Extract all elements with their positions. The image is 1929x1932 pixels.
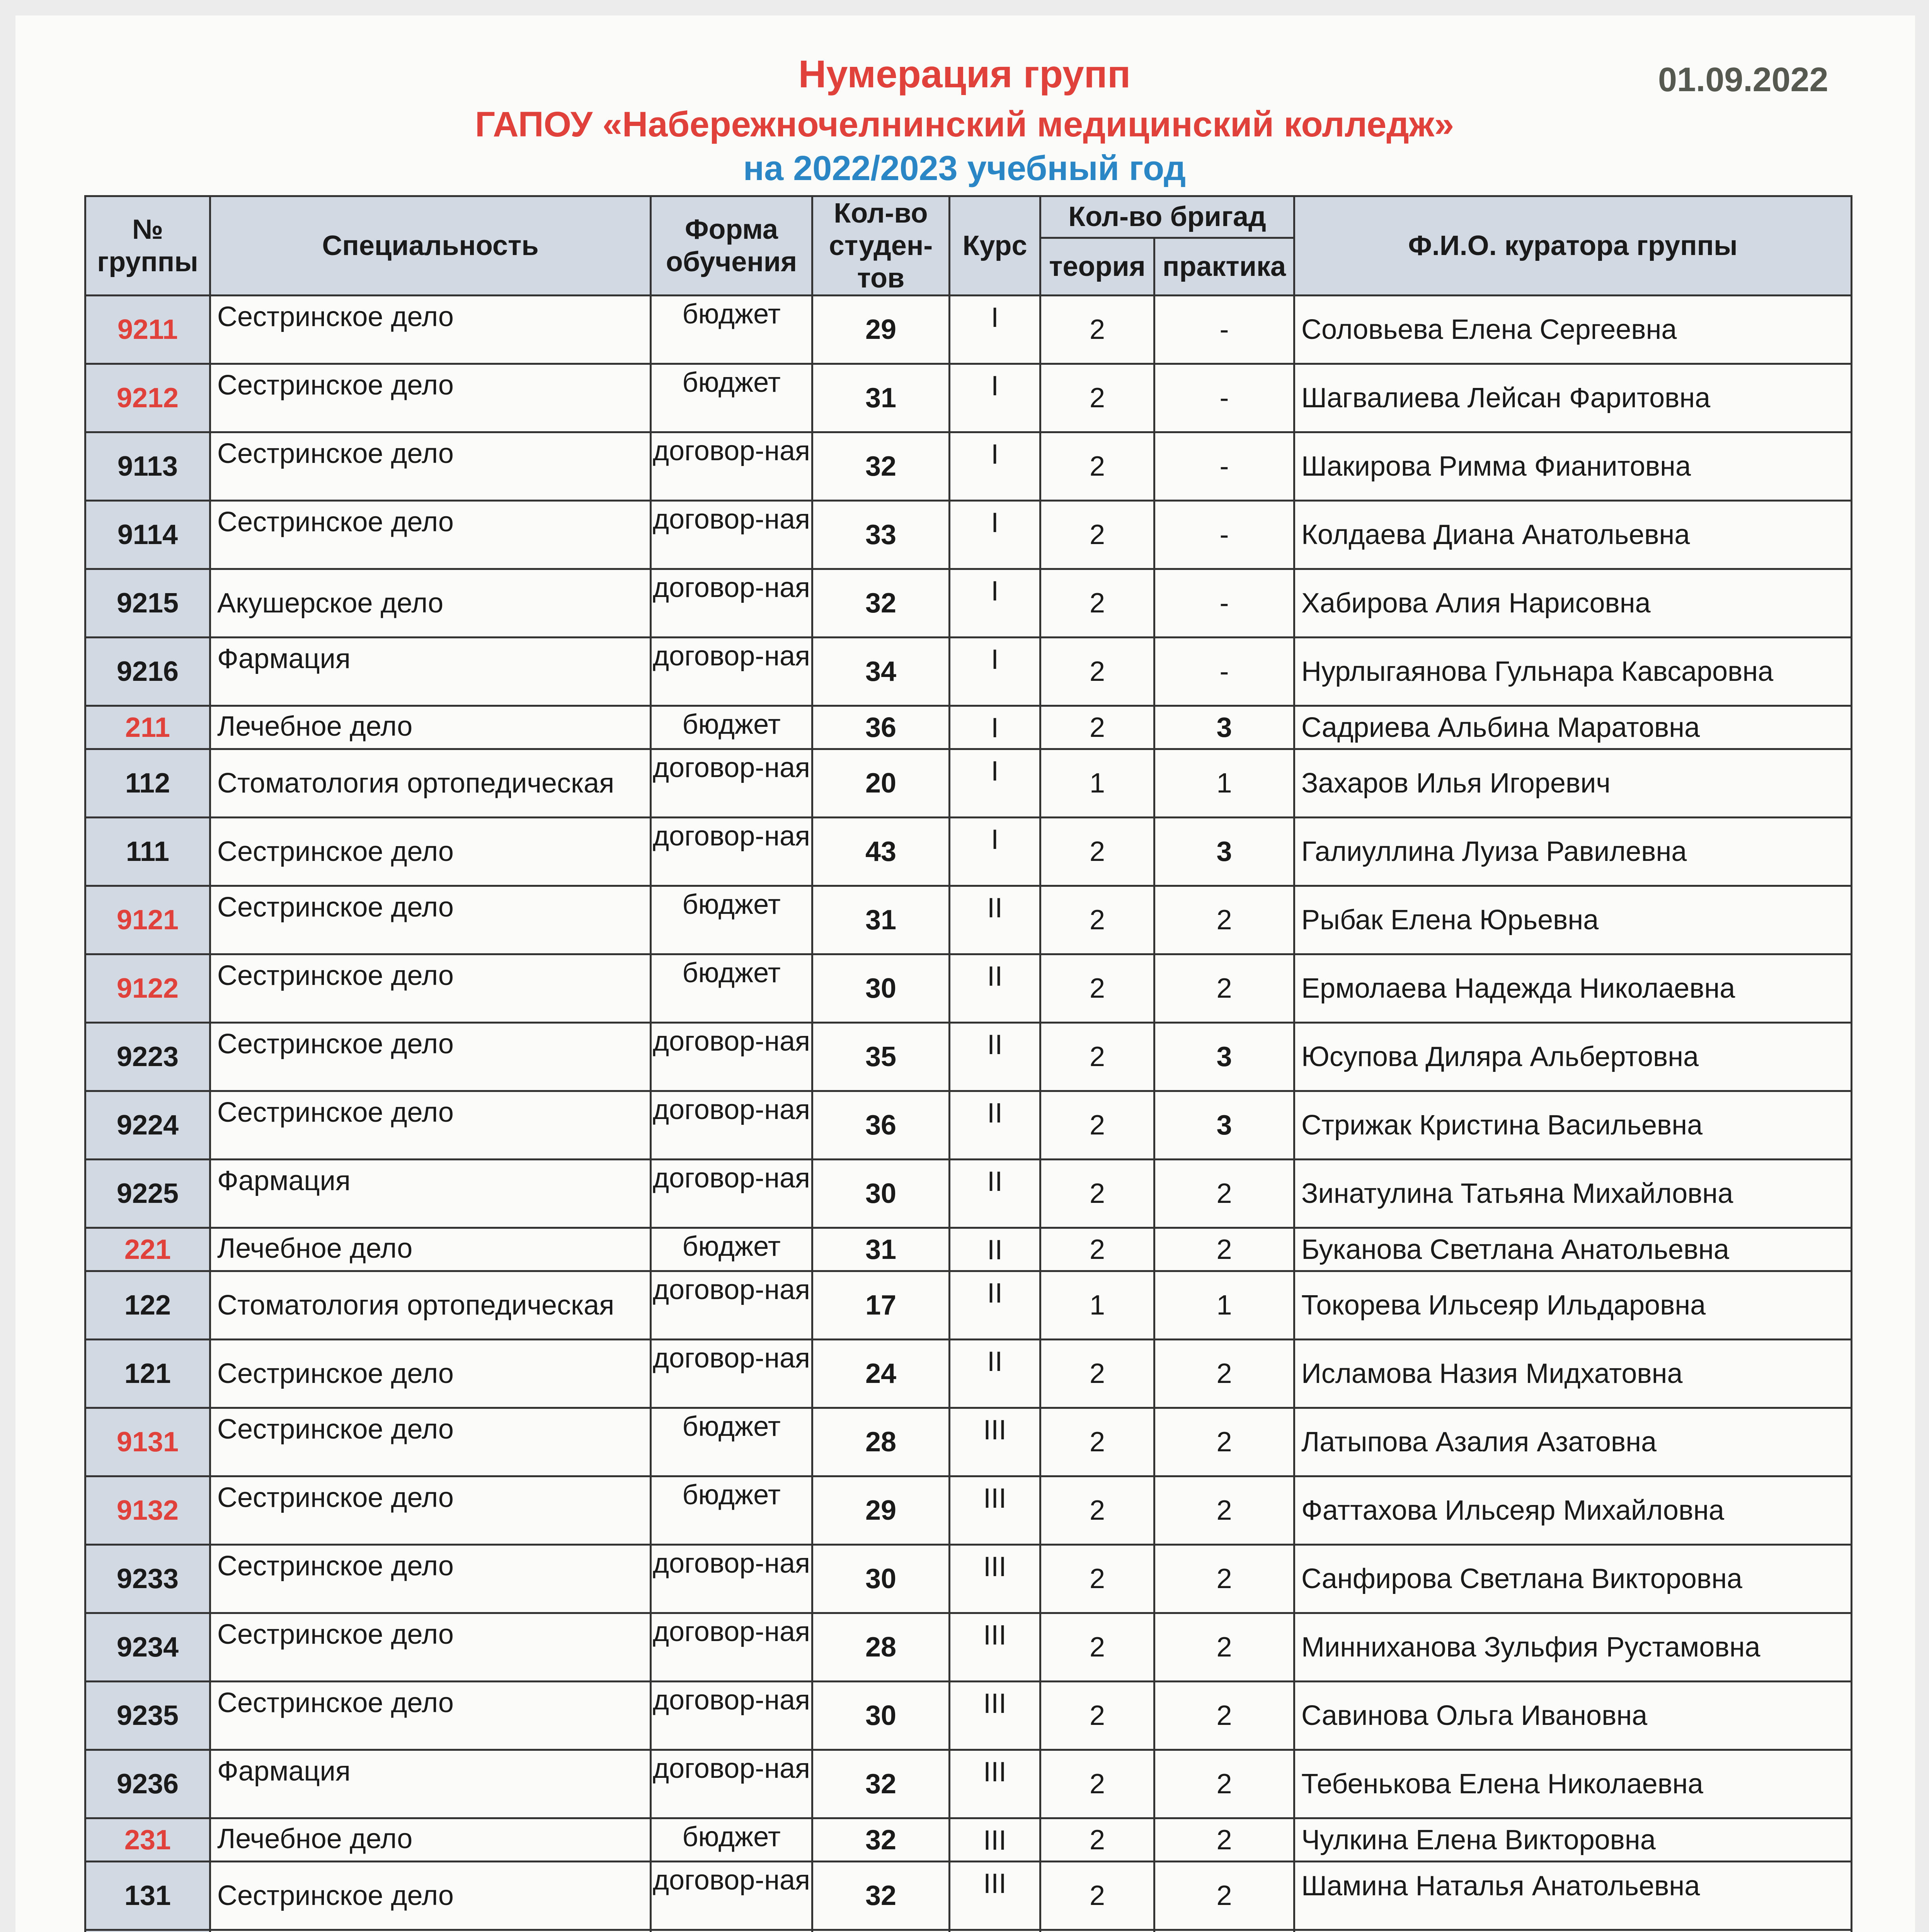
study-form: договор-ная	[651, 501, 812, 569]
practice-brigades: 2	[1154, 1160, 1294, 1228]
curator-name: Колдаева Диана Анатольевна	[1294, 501, 1852, 569]
specialty: Акушерское дело	[210, 569, 651, 638]
specialty: Фармация	[210, 638, 651, 706]
group-number: 9224	[85, 1091, 210, 1160]
course: II	[950, 1160, 1040, 1228]
group-number: 9234	[85, 1613, 210, 1682]
curator-name: Токорева Ильсеяр Ильдаровна	[1294, 1271, 1852, 1340]
study-form: договор-ная	[651, 1862, 812, 1930]
specialty: Сестринское дело	[210, 501, 651, 569]
curator-name: Захаров Илья Игоревич	[1294, 749, 1852, 818]
specialty: Лечебное дело	[210, 1818, 651, 1862]
specialty: Сестринское дело	[210, 886, 651, 954]
table-row	[85, 569, 1852, 638]
study-form: договор-ная	[651, 1271, 812, 1340]
group-number: 9113	[85, 432, 210, 501]
theory-brigades: 2	[1040, 1682, 1154, 1750]
study-form: бюджет	[651, 1818, 812, 1862]
group-number: 9236	[85, 1750, 210, 1818]
study-form: договор-ная	[651, 569, 812, 638]
course: II	[950, 886, 1040, 954]
theory-brigades: 2	[1040, 1228, 1154, 1271]
students-count: 31	[812, 886, 950, 954]
theory-brigades: 2	[1040, 364, 1154, 432]
header-theory: теория	[1040, 238, 1154, 295]
curator-name: Тебенькова Елена Николаевна	[1294, 1750, 1852, 1818]
theory-brigades: 2	[1040, 638, 1154, 706]
practice-brigades: 2	[1154, 1408, 1294, 1476]
curator-name: Соловьева Елена Сергеевна	[1294, 296, 1852, 364]
students-count: 36	[812, 1091, 950, 1160]
group-number: 211	[85, 706, 210, 749]
study-form: договор-ная	[651, 818, 812, 886]
group-number: 121	[85, 1340, 210, 1408]
curator-name: Исламова Назия Мидхатовна	[1294, 1340, 1852, 1408]
curator-name	[1294, 1930, 1852, 1932]
study-form: договор-ная	[651, 1682, 812, 1750]
table-row	[85, 1408, 1852, 1476]
study-form: бюджет	[651, 1228, 812, 1271]
specialty: Сестринское дело	[210, 1545, 651, 1613]
group-number: 9212	[85, 364, 210, 432]
practice-brigades: 1	[1154, 749, 1294, 818]
table-row	[85, 1091, 1852, 1160]
course: III	[950, 1818, 1040, 1862]
curator-name: Садриева Альбина Маратовна	[1294, 706, 1852, 749]
students-count: 24	[812, 1340, 950, 1408]
theory-brigades: 2	[1040, 886, 1154, 954]
course: II	[950, 1271, 1040, 1340]
group-number: 9121	[85, 886, 210, 954]
course	[950, 1930, 1040, 1932]
group-number: 9215	[85, 569, 210, 638]
table-row	[85, 1476, 1852, 1545]
curator-name: Минниханова Зульфия Рустамовна	[1294, 1613, 1852, 1682]
students-count: 30	[812, 1682, 950, 1750]
curator-name: Галиуллина Луиза Равилевна	[1294, 818, 1852, 886]
theory-brigades: 2	[1040, 501, 1154, 569]
students-count: 32	[812, 1862, 950, 1930]
students-count: 36	[812, 706, 950, 749]
specialty: Сестринское дело	[210, 1091, 651, 1160]
group-number: 9114	[85, 501, 210, 569]
study-form: договор-ная	[651, 1545, 812, 1613]
practice-brigades: 2	[1154, 1228, 1294, 1271]
course: II	[950, 1340, 1040, 1408]
table-header-row	[85, 196, 1852, 238]
study-form: бюджет	[651, 954, 812, 1023]
header-practice: практика	[1154, 238, 1294, 295]
table-row	[85, 1818, 1852, 1862]
students-count: 33	[812, 501, 950, 569]
study-form: договор-ная	[651, 1023, 812, 1091]
specialty: Сестринское дело	[210, 1862, 651, 1930]
table-row	[85, 818, 1852, 886]
students-count: 32	[812, 1818, 950, 1862]
theory-brigades: 2	[1040, 1160, 1154, 1228]
practice-brigades: 2	[1154, 1545, 1294, 1613]
study-form: договор-ная	[651, 1750, 812, 1818]
specialty: Сестринское дело	[210, 1476, 651, 1545]
curator-name: Рыбак Елена Юрьевна	[1294, 886, 1852, 954]
practice-brigades: -	[1154, 569, 1294, 638]
document-title: Нумерация групп	[798, 53, 1131, 96]
theory-brigades: 2	[1040, 1750, 1154, 1818]
table-row	[85, 1228, 1852, 1271]
specialty: Сестринское дело	[210, 954, 651, 1023]
course: I	[950, 706, 1040, 749]
practice-brigades: -	[1154, 364, 1294, 432]
table-row	[85, 954, 1852, 1023]
curator-name: Буканова Светлана Анатольевна	[1294, 1228, 1852, 1271]
group-number: 9235	[85, 1682, 210, 1750]
course: I	[950, 296, 1040, 364]
study-form: договор-ная	[651, 1091, 812, 1160]
students-count: 35	[812, 1023, 950, 1091]
table-row	[85, 501, 1852, 569]
practice-brigades: 2	[1154, 1818, 1294, 1862]
table-row	[85, 1930, 1852, 1932]
specialty: Лечебное дело	[210, 1228, 651, 1271]
specialty: Стоматология ортопедическая	[210, 749, 651, 818]
table-row	[85, 432, 1852, 501]
table-row	[85, 1271, 1852, 1340]
students-count: 29	[812, 1476, 950, 1545]
curator-name: Шамина Наталья Анатольевна	[1294, 1862, 1852, 1930]
group-number: 9216	[85, 638, 210, 706]
study-form: договор-ная	[651, 1340, 812, 1408]
specialty: Сестринское дело	[210, 1023, 651, 1091]
curator-name: Хабирова Алия Нарисовна	[1294, 569, 1852, 638]
specialty: Сестринское дело	[210, 818, 651, 886]
practice-brigades: 3	[1154, 1091, 1294, 1160]
course: II	[950, 954, 1040, 1023]
course: III	[950, 1750, 1040, 1818]
table-row	[85, 364, 1852, 432]
curator-name: Савинова Ольга Ивановна	[1294, 1682, 1852, 1750]
theory-brigades: 2	[1040, 1545, 1154, 1613]
table-row	[85, 1750, 1852, 1818]
table-row	[85, 706, 1852, 749]
table-row	[85, 1340, 1852, 1408]
theory-brigades: 2	[1040, 1476, 1154, 1545]
theory-brigades: 2	[1040, 1091, 1154, 1160]
table-row	[85, 1682, 1852, 1750]
specialty: Сестринское дело	[210, 364, 651, 432]
students-count: 20	[812, 749, 950, 818]
students-count: 31	[812, 1228, 950, 1271]
curator-name: Юсупова Диляра Альбертовна	[1294, 1023, 1852, 1091]
header-course: Курс	[950, 196, 1040, 296]
practice-brigades: 2	[1154, 1862, 1294, 1930]
group-number: 131	[85, 1862, 210, 1930]
students-count: 31	[812, 364, 950, 432]
header-group-number: № группы	[85, 196, 210, 296]
study-form: договор-ная	[651, 1613, 812, 1682]
practice-brigades: 2	[1154, 886, 1294, 954]
students-count: 30	[812, 954, 950, 1023]
group-number	[85, 1930, 210, 1932]
organization-name: ГАПОУ «Набережночелнинский медицинский колледж»	[475, 105, 1454, 144]
study-form: договор-ная	[651, 1160, 812, 1228]
table-row	[85, 1545, 1852, 1613]
practice-brigades: 2	[1154, 1682, 1294, 1750]
study-form: бюджет	[651, 296, 812, 364]
group-number: 9211	[85, 296, 210, 364]
document-date: 01.09.2022	[1658, 60, 1829, 99]
course: I	[950, 749, 1040, 818]
theory-brigades: 2	[1040, 1818, 1154, 1862]
course: I	[950, 569, 1040, 638]
practice-brigades: -	[1154, 432, 1294, 501]
curator-name: Чулкина Елена Викторовна	[1294, 1818, 1852, 1862]
course: III	[950, 1476, 1040, 1545]
course: III	[950, 1545, 1040, 1613]
table-row	[85, 296, 1852, 364]
practice-brigades: -	[1154, 638, 1294, 706]
group-number: 122	[85, 1271, 210, 1340]
header-curator: Ф.И.О. куратора группы	[1294, 196, 1852, 296]
table-row	[85, 886, 1852, 954]
specialty: Сестринское дело	[210, 296, 651, 364]
theory-brigades: 1	[1040, 1271, 1154, 1340]
specialty: Сестринское дело	[210, 1408, 651, 1476]
group-number: 9225	[85, 1160, 210, 1228]
group-number: 9132	[85, 1476, 210, 1545]
students-count: 32	[812, 1750, 950, 1818]
theory-brigades: 2	[1040, 1862, 1154, 1930]
theory-brigades: 2	[1040, 1023, 1154, 1091]
theory-brigades: 2	[1040, 1613, 1154, 1682]
specialty	[210, 1930, 651, 1932]
practice-brigades: 3	[1154, 706, 1294, 749]
theory-brigades: 2	[1040, 1340, 1154, 1408]
students-count	[812, 1930, 950, 1932]
course: I	[950, 818, 1040, 886]
specialty: Сестринское дело	[210, 1613, 651, 1682]
study-form: бюджет	[651, 1476, 812, 1545]
practice-brigades: 2	[1154, 954, 1294, 1023]
students-count: 28	[812, 1408, 950, 1476]
curator-name: Фаттахова Ильсеяр Михайловна	[1294, 1476, 1852, 1545]
theory-brigades: 2	[1040, 569, 1154, 638]
specialty: Стоматология ортопедическая	[210, 1271, 651, 1340]
theory-brigades: 2	[1040, 1408, 1154, 1476]
course: III	[950, 1862, 1040, 1930]
specialty: Сестринское дело	[210, 432, 651, 501]
table-body	[85, 296, 1852, 1932]
theory-brigades: 1	[1040, 749, 1154, 818]
students-count: 29	[812, 296, 950, 364]
table-row	[85, 1160, 1852, 1228]
group-number: 9122	[85, 954, 210, 1023]
curator-name: Шакирова Римма Фианитовна	[1294, 432, 1852, 501]
course: I	[950, 501, 1040, 569]
study-form: бюджет	[651, 364, 812, 432]
group-number: 112	[85, 749, 210, 818]
students-count: 30	[812, 1545, 950, 1613]
practice-brigades: 1	[1154, 1271, 1294, 1340]
practice-brigades: 2	[1154, 1750, 1294, 1818]
students-count: 32	[812, 432, 950, 501]
study-form: бюджет	[651, 886, 812, 954]
students-count: 34	[812, 638, 950, 706]
specialty: Фармация	[210, 1750, 651, 1818]
practice-brigades: -	[1154, 501, 1294, 569]
study-form: договор-ная	[651, 432, 812, 501]
group-number: 9131	[85, 1408, 210, 1476]
students-count: 30	[812, 1160, 950, 1228]
practice-brigades: 2	[1154, 1476, 1294, 1545]
group-number: 231	[85, 1818, 210, 1862]
curator-name: Зинатулина Татьяна Михайловна	[1294, 1160, 1852, 1228]
curator-name: Нурлыгаянова Гульнара Кавсаровна	[1294, 638, 1852, 706]
group-number: 9233	[85, 1545, 210, 1613]
header-specialty: Специальность	[210, 196, 651, 296]
table-row	[85, 1613, 1852, 1682]
header-study-form: Форма обучения	[651, 196, 812, 296]
students-count: 17	[812, 1271, 950, 1340]
practice-brigades: 2	[1154, 1340, 1294, 1408]
practice-brigades: 2	[1154, 1613, 1294, 1682]
table-row	[85, 1862, 1852, 1930]
practice-brigades: 3	[1154, 1023, 1294, 1091]
curator-name: Стрижак Кристина Васильевна	[1294, 1091, 1852, 1160]
theory-brigades: 2	[1040, 296, 1154, 364]
students-count: 43	[812, 818, 950, 886]
course: II	[950, 1023, 1040, 1091]
theory-brigades: 2	[1040, 954, 1154, 1023]
study-form: бюджет	[651, 1408, 812, 1476]
course: I	[950, 432, 1040, 501]
theory-brigades: 2	[1040, 706, 1154, 749]
practice-brigades: 3	[1154, 818, 1294, 886]
header-students: Кол-во студен-тов	[812, 196, 950, 296]
study-form	[651, 1930, 812, 1932]
course: III	[950, 1408, 1040, 1476]
groups-table	[84, 195, 1852, 1932]
course: II	[950, 1228, 1040, 1271]
table-row	[85, 749, 1852, 818]
specialty: Лечебное дело	[210, 706, 651, 749]
course: II	[950, 1091, 1040, 1160]
theory-brigades	[1040, 1930, 1154, 1932]
header-brigades: Кол-во бригад	[1040, 196, 1294, 238]
practice-brigades: -	[1154, 296, 1294, 364]
practice-brigades	[1154, 1930, 1294, 1932]
course: III	[950, 1613, 1040, 1682]
course: I	[950, 638, 1040, 706]
table-row	[85, 638, 1852, 706]
course: III	[950, 1682, 1040, 1750]
group-number: 221	[85, 1228, 210, 1271]
curator-name: Латыпова Азалия Азатовна	[1294, 1408, 1852, 1476]
study-form: договор-ная	[651, 638, 812, 706]
specialty: Сестринское дело	[210, 1340, 651, 1408]
specialty: Сестринское дело	[210, 1682, 651, 1750]
table-row	[85, 1023, 1852, 1091]
curator-name: Ермолаева Надежда Николаевна	[1294, 954, 1852, 1023]
specialty: Фармация	[210, 1160, 651, 1228]
students-count: 32	[812, 569, 950, 638]
theory-brigades: 2	[1040, 818, 1154, 886]
curator-name: Санфирова Светлана Викторовна	[1294, 1545, 1852, 1613]
study-form: бюджет	[651, 706, 812, 749]
students-count: 28	[812, 1613, 950, 1682]
group-number: 9223	[85, 1023, 210, 1091]
study-form: договор-ная	[651, 749, 812, 818]
group-number: 111	[85, 818, 210, 886]
curator-name: Шагвалиева Лейсан Фаритовна	[1294, 364, 1852, 432]
academic-year: на 2022/2023 учебный год	[743, 149, 1186, 188]
course: I	[950, 364, 1040, 432]
theory-brigades: 2	[1040, 432, 1154, 501]
